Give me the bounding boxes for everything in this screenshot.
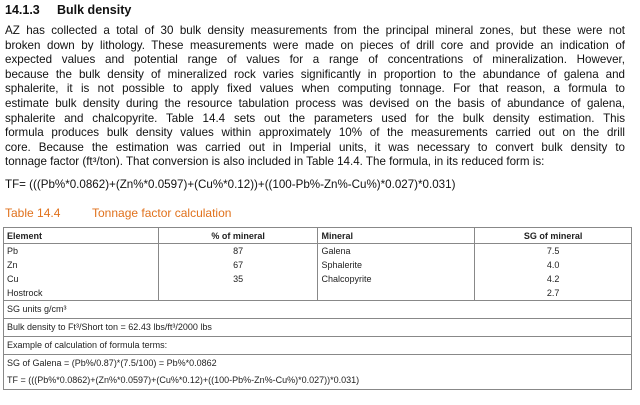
table-row (4, 272, 632, 286)
table-row (4, 244, 632, 259)
table-cell: 87 (158, 244, 318, 259)
table-cell: Sphalerite (318, 258, 475, 272)
table-cell: 2.7 (475, 286, 632, 301)
table-title: Tonnage factor calculation (92, 206, 232, 220)
tonnage-factor-table (3, 227, 632, 390)
paragraph-line: tonnage factor (ft³/ton). That conversion is also included in Table 14.4. The formula, in its reduced form is: (5, 155, 545, 169)
header-cell: Mineral (318, 228, 475, 244)
table-note: Example of calculation of formula terms: (4, 337, 632, 355)
table-note: SG units g/cm³ (4, 301, 632, 319)
header-cell: Element (4, 228, 159, 244)
table-cell: 35 (158, 272, 318, 286)
table-cell (158, 286, 318, 301)
table-cell: 7.5 (475, 244, 632, 259)
table-cell: Galena (318, 244, 475, 259)
paragraph-line: sphalerite and chalcopyrite. Table 14.4 sets out the parameters used for the bulk density estimation. This (5, 111, 625, 125)
header-cell: SG of mineral (475, 228, 632, 244)
table-cell: 4.2 (475, 272, 632, 286)
paragraph-line: core. Because the estimation was carried out in Imperial units, it was necessary to convert bulk density to (5, 140, 625, 154)
table-note: SG of Galena = (Pb%/0.87)*(7.5/100) = Pb%*0.0862 (4, 355, 632, 373)
tonnage-formula: TF= (((Pb%*0.0862)+(Zn%*0.0597)+(Cu%*0.12))+((100-Pb%-Zn%-Cu%)*0.027)*0.031) (5, 178, 456, 191)
paragraph-line: expected values and potential range of values for a range of concentrations of mineralization. However, (5, 53, 625, 67)
table-cell: Chalcopyrite (318, 272, 475, 286)
table-cell: Pb (4, 244, 159, 259)
table-row (4, 258, 632, 272)
body-paragraph (5, 24, 625, 170)
table-header-row (4, 228, 632, 244)
table-row (4, 286, 632, 301)
table-note-row (4, 301, 632, 319)
section-title: Bulk density (57, 3, 132, 17)
table-note-row (4, 372, 632, 390)
table-note-row (4, 355, 632, 373)
table-cell (318, 286, 475, 301)
table-caption (5, 206, 231, 220)
paragraph-line: AZ has collected a total of 30 bulk density measurements from the principal mineral zones, but these were not (5, 24, 625, 37)
paragraph-line: because the bulk density of mineralized rock varies significantly in proportion to the abundance of galena and (5, 67, 625, 81)
table-note: Bulk density to Ft³/Short ton = 62.43 lbs/ft³/2000 lbs (4, 319, 632, 337)
table-cell: 67 (158, 258, 318, 272)
table-number: Table 14.4 (5, 206, 61, 220)
paragraph-line: formula produces bulk density values within approximately 10% of the measurements carried out on the drill (5, 126, 625, 140)
header-cell: % of mineral (158, 228, 318, 244)
table-note-row (4, 337, 632, 355)
paragraph-line: sphalerite, it is not possible to apply fixed values when computing tonnage. For that reason, a formula to (5, 82, 625, 96)
paragraph-line: broken down by lithology. These measurements were made on pieces of drill core and provide an indication of (5, 38, 625, 52)
table-cell: Cu (4, 272, 159, 286)
table-note-row (4, 319, 632, 337)
paragraph-line: estimate bulk density during the resource tabulation process was devised on the basis of abundance of galena, (5, 96, 625, 110)
table-note: TF = (((Pb%*0.0862)+(Zn%*0.0597)+(Cu%*0.12)+((100-Pb%-Zn%-Cu%)*0.027))*0.031) (4, 372, 632, 390)
table-cell: Zn (4, 258, 159, 272)
section-heading (5, 3, 131, 17)
table-cell: 4.0 (475, 258, 632, 272)
table-cell: Hostrock (4, 286, 159, 301)
section-number: 14.1.3 (5, 3, 40, 17)
